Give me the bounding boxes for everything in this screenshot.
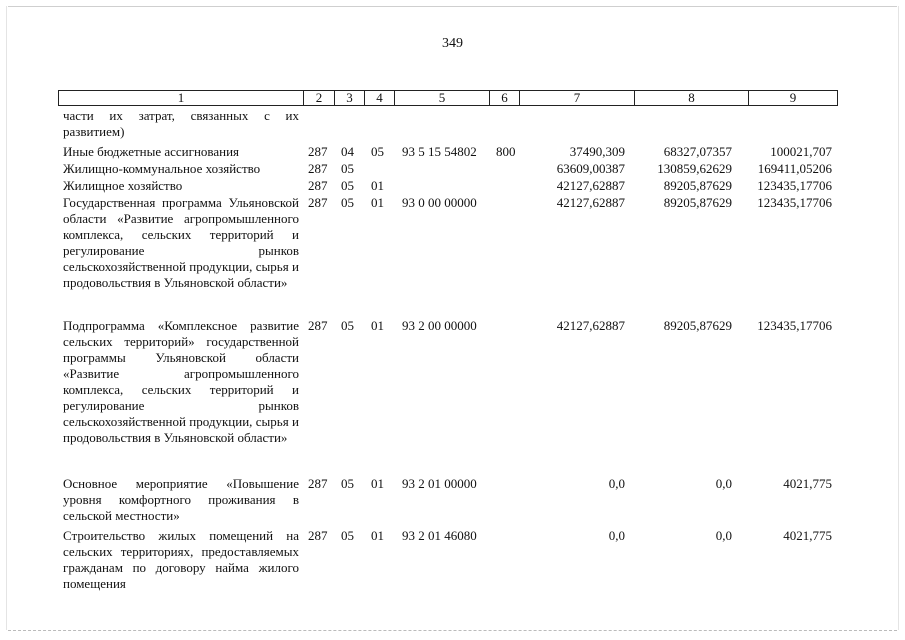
row-code-2: 287 bbox=[308, 178, 328, 193]
row-code-4: 01 bbox=[371, 195, 384, 210]
header-col-5: 5 bbox=[395, 91, 490, 105]
row-code-3: 05 bbox=[341, 476, 354, 491]
row-value-9: 4021,775 bbox=[783, 476, 832, 491]
row-code-3: 05 bbox=[341, 161, 354, 176]
row-value-7: 63609,00387 bbox=[556, 161, 625, 176]
row-code-3: 05 bbox=[341, 178, 354, 193]
row-value-8: 89205,87629 bbox=[663, 195, 732, 210]
row-value-7: 42127,62887 bbox=[556, 178, 625, 193]
row-value-9: 100021,707 bbox=[770, 144, 832, 159]
page-top-rule bbox=[8, 6, 897, 7]
row-name: Жилищное хозяйство bbox=[63, 178, 183, 193]
row-name: Основное мероприятие «Повышение уровня комфортного проживания в сельской местности» bbox=[63, 476, 299, 523]
header-col-7: 7 bbox=[520, 91, 635, 105]
header-col-2: 2 bbox=[304, 91, 335, 105]
row-value-8: 89205,87629 bbox=[663, 178, 732, 193]
row-code-4: 01 bbox=[371, 528, 384, 543]
row-code-4: 01 bbox=[371, 178, 384, 193]
row-code-5: 93 2 01 46080 bbox=[402, 528, 477, 543]
row-value-7: 37490,309 bbox=[569, 144, 625, 159]
row-code-3: 04 bbox=[341, 144, 354, 159]
row-name: части их затрат, связанных с их развитием) bbox=[63, 108, 299, 139]
row-name: Подпрограмма «Комплексное развитие сельских территорий» государственной программы Ульяновской области «Развитие агропромышленного комплекса, сельских территорий и регулирование рынков сельскохозяйственной продукции, сырья и продовольствия в Ульяновской области» bbox=[63, 318, 299, 445]
row-code-2: 287 bbox=[308, 144, 328, 159]
row-code-3: 05 bbox=[341, 528, 354, 543]
row-code-6: 800 bbox=[496, 144, 516, 159]
header-col-9: 9 bbox=[789, 90, 797, 105]
header-col-1: 1 bbox=[59, 91, 304, 105]
table-header-row bbox=[58, 90, 838, 106]
row-value-7: 0,0 bbox=[608, 476, 625, 491]
row-code-2: 287 bbox=[308, 318, 328, 333]
row-value-9: 4021,775 bbox=[783, 528, 832, 543]
header-col-8: 8 bbox=[635, 91, 749, 105]
row-code-3: 05 bbox=[341, 318, 354, 333]
page-right-rule bbox=[898, 6, 899, 630]
row-name: Жилищно-коммунальное хозяйство bbox=[63, 161, 261, 176]
row-code-5: 93 2 01 00000 bbox=[402, 476, 477, 491]
row-code-4: 05 bbox=[371, 144, 384, 159]
row-code-3: 05 bbox=[341, 195, 354, 210]
row-code-4: 01 bbox=[371, 318, 384, 333]
header-col-6: 6 bbox=[490, 91, 520, 105]
row-code-2: 287 bbox=[308, 195, 328, 210]
row-value-8: 130859,62629 bbox=[657, 161, 732, 176]
header-col-3: 3 bbox=[335, 91, 365, 105]
row-code-2: 287 bbox=[308, 161, 328, 176]
row-value-7: 42127,62887 bbox=[556, 318, 625, 333]
row-value-7: 42127,62887 bbox=[556, 195, 625, 210]
row-value-9: 123435,17706 bbox=[757, 178, 832, 193]
page-number: 349 bbox=[442, 36, 463, 51]
row-code-5: 93 5 15 54802 bbox=[402, 144, 477, 159]
row-value-9: 123435,17706 bbox=[757, 318, 832, 333]
row-value-8: 0,0 bbox=[715, 528, 732, 543]
row-value-8: 68327,07357 bbox=[663, 144, 732, 159]
row-code-2: 287 bbox=[308, 528, 328, 543]
row-code-5: 93 2 00 00000 bbox=[402, 318, 477, 333]
row-value-9: 169411,05206 bbox=[757, 161, 832, 176]
page-left-rule bbox=[6, 6, 7, 630]
row-name: Строительство жилых помещений на сельских территориях, предоставляемых гражданам по договору найма жилого помещения bbox=[63, 528, 299, 591]
row-name: Иные бюджетные ассигнования bbox=[63, 144, 240, 159]
row-value-7: 0,0 bbox=[608, 528, 625, 543]
row-value-8: 0,0 bbox=[715, 476, 732, 491]
row-code-2: 287 bbox=[308, 476, 328, 491]
header-col-4: 4 bbox=[365, 91, 395, 105]
row-value-8: 89205,87629 bbox=[663, 318, 732, 333]
row-code-4: 01 bbox=[371, 476, 384, 491]
row-code-5: 93 0 00 00000 bbox=[402, 195, 477, 210]
row-value-9: 123435,17706 bbox=[757, 195, 832, 210]
page-bottom-rule bbox=[8, 630, 897, 631]
row-name: Государственная программа Ульяновской области «Развитие агропромышленного комплекса, сельских территорий и регулирование рынков сельскохозяйственной продукции, сырья и продовольствия в Ульяновской области» bbox=[63, 195, 299, 290]
